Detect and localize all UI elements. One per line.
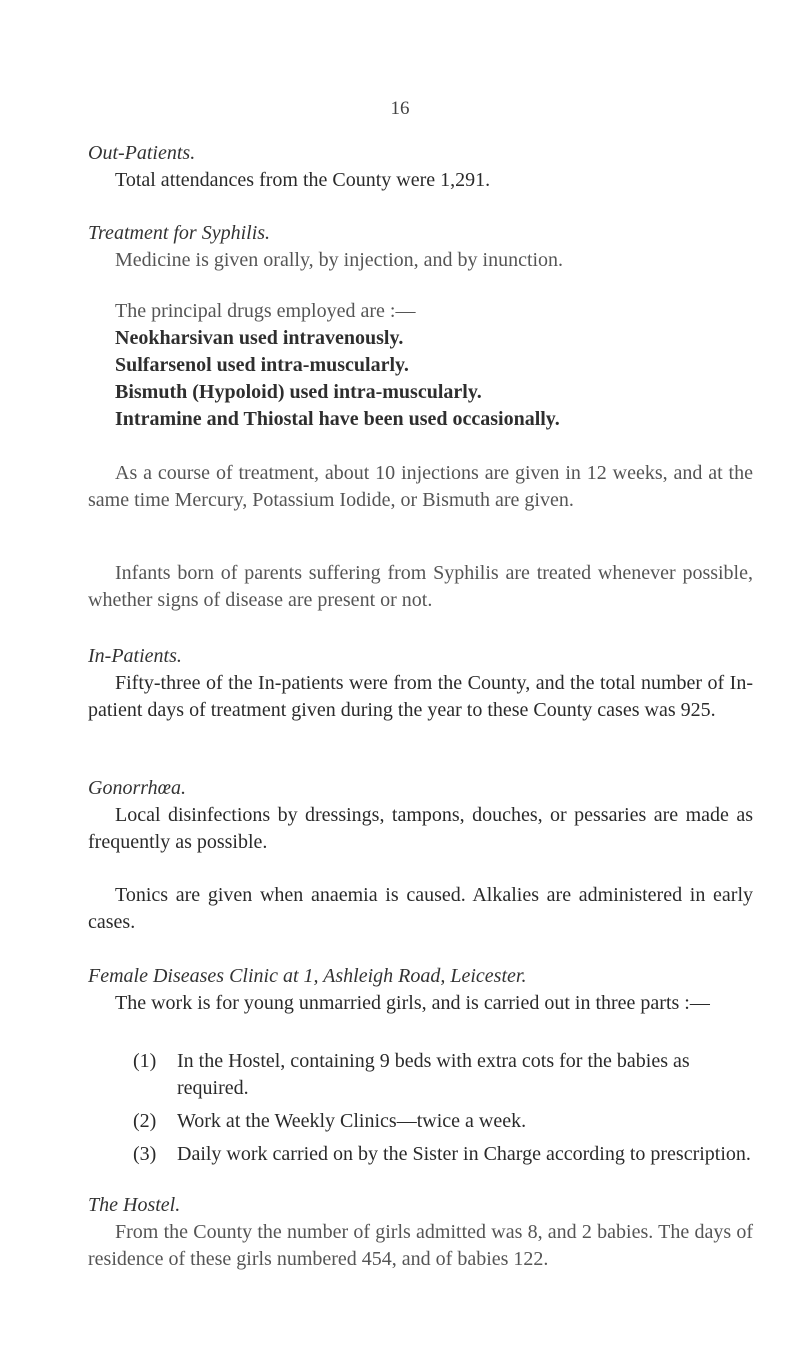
gonorrhoea-text-2: Tonics are given when anaemia is caused. Alkalies are administered in early cases.	[88, 884, 753, 933]
part-text: Daily work carried on by the Sister in Charge according to prescription.	[177, 1143, 751, 1165]
part-item	[133, 1141, 753, 1168]
part-item	[133, 1048, 753, 1102]
infants-text: Infants born of parents suffering from Syphilis are treated whenever possible, whether signs of disease are present or not.	[88, 562, 753, 611]
part-text: Work at the Weekly Clinics—twice a week.	[177, 1110, 527, 1132]
section-out-patients	[88, 140, 753, 194]
female-clinic-parts	[133, 1048, 753, 1174]
section-female-clinic	[88, 963, 753, 1017]
part-number: (1)	[133, 1050, 157, 1072]
part-text: In the Hostel, containing 9 beds with extra cots for the babies as required.	[177, 1050, 690, 1099]
page-number: 16	[390, 98, 410, 119]
heading-out-patients: Out-Patients.	[88, 142, 196, 164]
gonorrhoea-text-1: Local disinfections by dressings, tampons, douches, or pessaries are made as frequently as possible.	[88, 804, 753, 853]
parts-list	[133, 1048, 753, 1168]
course-text: As a course of treatment, about 10 injections are given in 12 weeks, and at the same time Mercury, Potassium Iodide, or Bismuth are given.	[88, 462, 753, 511]
part-number: (3)	[133, 1143, 157, 1165]
hostel-text: From the County the number of girls admitted was 8, and 2 babies. The days of residence of these girls numbered 454, and of babies 122.	[88, 1221, 753, 1270]
infants-paragraph	[88, 560, 753, 614]
course-paragraph	[88, 460, 753, 514]
drugs-intro: The principal drugs employed are :—	[115, 300, 416, 322]
section-drugs	[88, 298, 753, 433]
heading-gonorrhoea: Gonorrhœa.	[88, 777, 186, 799]
heading-in-patients: In-Patients.	[88, 645, 182, 667]
in-patients-text: Fifty-three of the In-patients were from the County, and the total number of In-patient days of treatment given during the year to these County cases was 925.	[88, 672, 753, 721]
section-gonorrhoea	[88, 775, 753, 856]
female-clinic-text: The work is for young unmarried girls, and is carried out in three parts :—	[115, 992, 710, 1014]
drug-item: Intramine and Thiostal have been used occasionally.	[115, 408, 560, 430]
section-hostel	[88, 1192, 753, 1273]
out-patients-text: Total attendances from the County were 1,291.	[115, 169, 491, 191]
section-in-patients	[88, 643, 753, 724]
part-number: (2)	[133, 1110, 157, 1132]
section-treatment-syphilis	[88, 220, 753, 274]
heading-hostel: The Hostel.	[88, 1194, 181, 1216]
part-item	[133, 1108, 753, 1135]
tonics-paragraph	[88, 882, 753, 936]
drug-list	[88, 325, 753, 433]
heading-treatment-syphilis: Treatment for Syphilis.	[88, 222, 271, 244]
treatment-syphilis-text: Medicine is given orally, by injection, and by inunction.	[115, 249, 564, 271]
drug-item: Neokharsivan used intravenously.	[115, 327, 404, 349]
drug-item: Sulfarsenol used intra-muscularly.	[115, 354, 409, 376]
drug-item: Bismuth (Hypoloid) used intra-muscularly.	[115, 381, 482, 403]
heading-female-clinic: Female Diseases Clinic at 1, Ashleigh Road, Leicester.	[88, 965, 527, 987]
